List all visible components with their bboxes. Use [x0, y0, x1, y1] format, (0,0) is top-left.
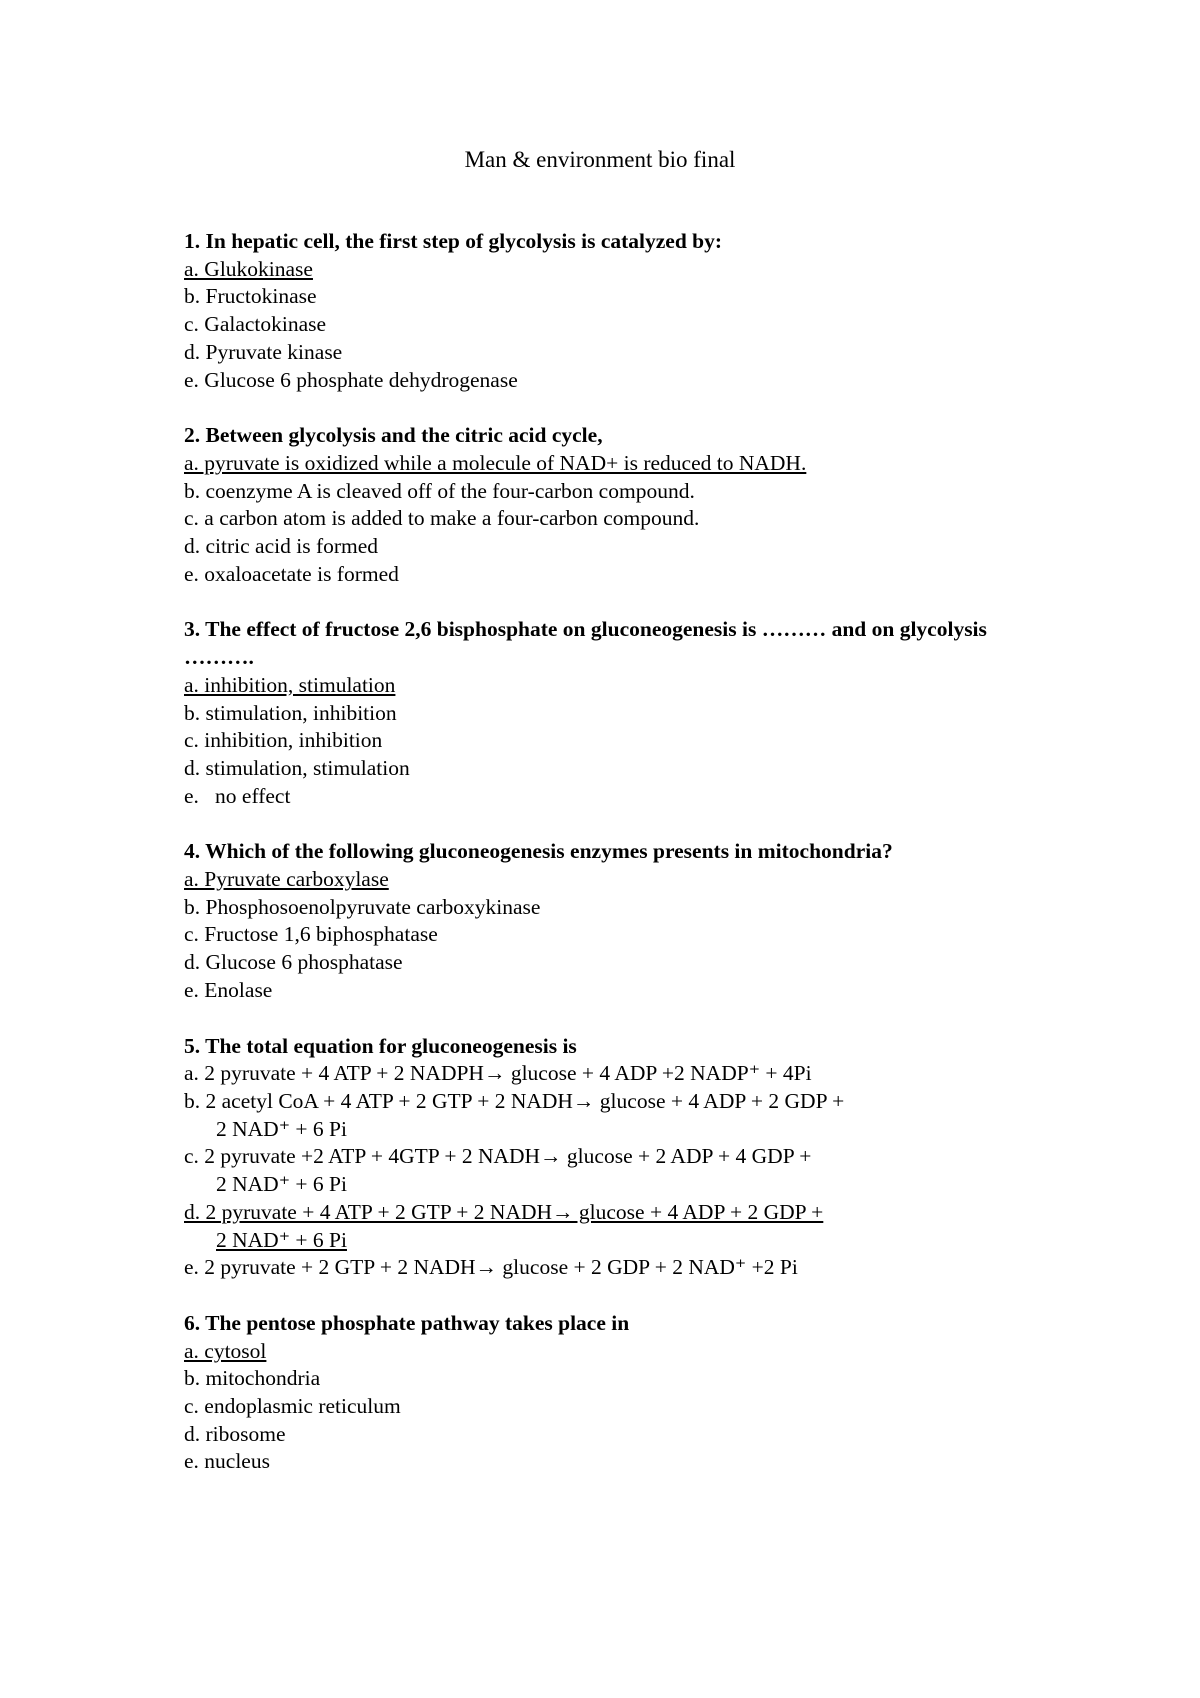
answer-option: e. no effect [184, 783, 291, 808]
equation-line: e. 2 pyruvate + 2 GTP + 2 NADH→ glucose + 2 GDP + 2 NAD⁺ +2 Pi [184, 1255, 798, 1280]
answer-option: e. oxaloacetate is formed [184, 561, 399, 586]
answer-option-correct: a. Pyruvate carboxylase [184, 867, 389, 892]
question-text: 6. The pentose phosphate pathway takes place in [184, 1310, 630, 1335]
answer-option: b. Fructokinase [184, 284, 317, 309]
equation-continuation: 2 NAD⁺ + 6 Pi [216, 1227, 347, 1252]
question-3 [184, 616, 1014, 810]
question-text: 3. The effect of fructose 2,6 bisphosphate on gluconeogenesis is ……… and on glycolysis ………. [184, 617, 987, 670]
answer-option [184, 1143, 1014, 1198]
answer-option-correct [184, 1199, 1014, 1254]
answer-option: e. Enolase [184, 977, 273, 1002]
answer-option: c. endoplasmic reticulum [184, 1394, 401, 1419]
document-title: Man & environment bio final [464, 147, 736, 172]
equation-line: c. 2 pyruvate +2 ATP + 4GTP + 2 NADH→ glucose + 2 ADP + 4 GDP + [184, 1144, 812, 1169]
answer-option-correct: a. pyruvate is oxidized while a molecule of NAD+ is reduced to NADH. [184, 450, 807, 475]
answer-option-correct: a. cytosol [184, 1338, 267, 1363]
question-2 [184, 422, 1014, 588]
question-text: 4. Which of the following gluconeogenesis enzymes presents in mitochondria? [184, 839, 893, 864]
answer-option: e. Glucose 6 phosphate dehydrogenase [184, 367, 518, 392]
answer-option [184, 1254, 1014, 1282]
answer-option: d. Pyruvate kinase [184, 339, 343, 364]
question-list [184, 228, 1014, 1504]
answer-option: c. inhibition, inhibition [184, 728, 383, 753]
answer-option: b. Phosphosoenolpyruvate carboxykinase [184, 894, 541, 919]
answer-option-correct: a. Glukokinase [184, 256, 313, 281]
answer-option: d. ribosome [184, 1421, 286, 1446]
answer-option: c. a carbon atom is added to make a four-carbon compound. [184, 506, 700, 531]
question-5 [184, 1033, 1014, 1282]
answer-option [184, 1088, 1014, 1143]
question-text: 1. In hepatic cell, the first step of glycolysis is catalyzed by: [184, 229, 723, 253]
question-text: 2. Between glycolysis and the citric acid cycle, [184, 423, 603, 448]
question-text: 5. The total equation for gluconeogenesis is [184, 1033, 577, 1058]
equation-line: b. 2 acetyl CoA + 4 ATP + 2 GTP + 2 NADH→ glucose + 4 ADP + 2 GDP + [184, 1088, 845, 1113]
answer-option: c. Fructose 1,6 biphosphatase [184, 922, 438, 947]
question-1 [184, 228, 1014, 394]
answer-option: c. Galactokinase [184, 312, 327, 337]
answer-option: e. nucleus [184, 1449, 270, 1474]
equation-continuation: 2 NAD⁺ + 6 Pi [216, 1172, 347, 1197]
answer-option: b. stimulation, inhibition [184, 700, 397, 725]
equation-continuation: 2 NAD⁺ + 6 Pi [216, 1116, 347, 1141]
equation-line: d. 2 pyruvate + 4 ATP + 2 GTP + 2 NADH→ glucose + 4 ADP + 2 GDP + [184, 1199, 824, 1224]
answer-option: b. mitochondria [184, 1366, 321, 1391]
equation-line: a. 2 pyruvate + 4 ATP + 2 NADPH→ glucose + 4 ADP +2 NADP⁺ + 4Pi [184, 1061, 812, 1086]
answer-option [184, 1060, 1014, 1088]
answer-option: d. Glucose 6 phosphatase [184, 950, 403, 975]
answer-option-correct: a. inhibition, stimulation [184, 672, 396, 697]
question-6 [184, 1310, 1014, 1476]
answer-option: d. citric acid is formed [184, 534, 379, 559]
answer-option: d. stimulation, stimulation [184, 755, 410, 780]
answer-option: b. coenzyme A is cleaved off of the four-carbon compound. [184, 478, 695, 503]
question-4 [184, 838, 1014, 1004]
